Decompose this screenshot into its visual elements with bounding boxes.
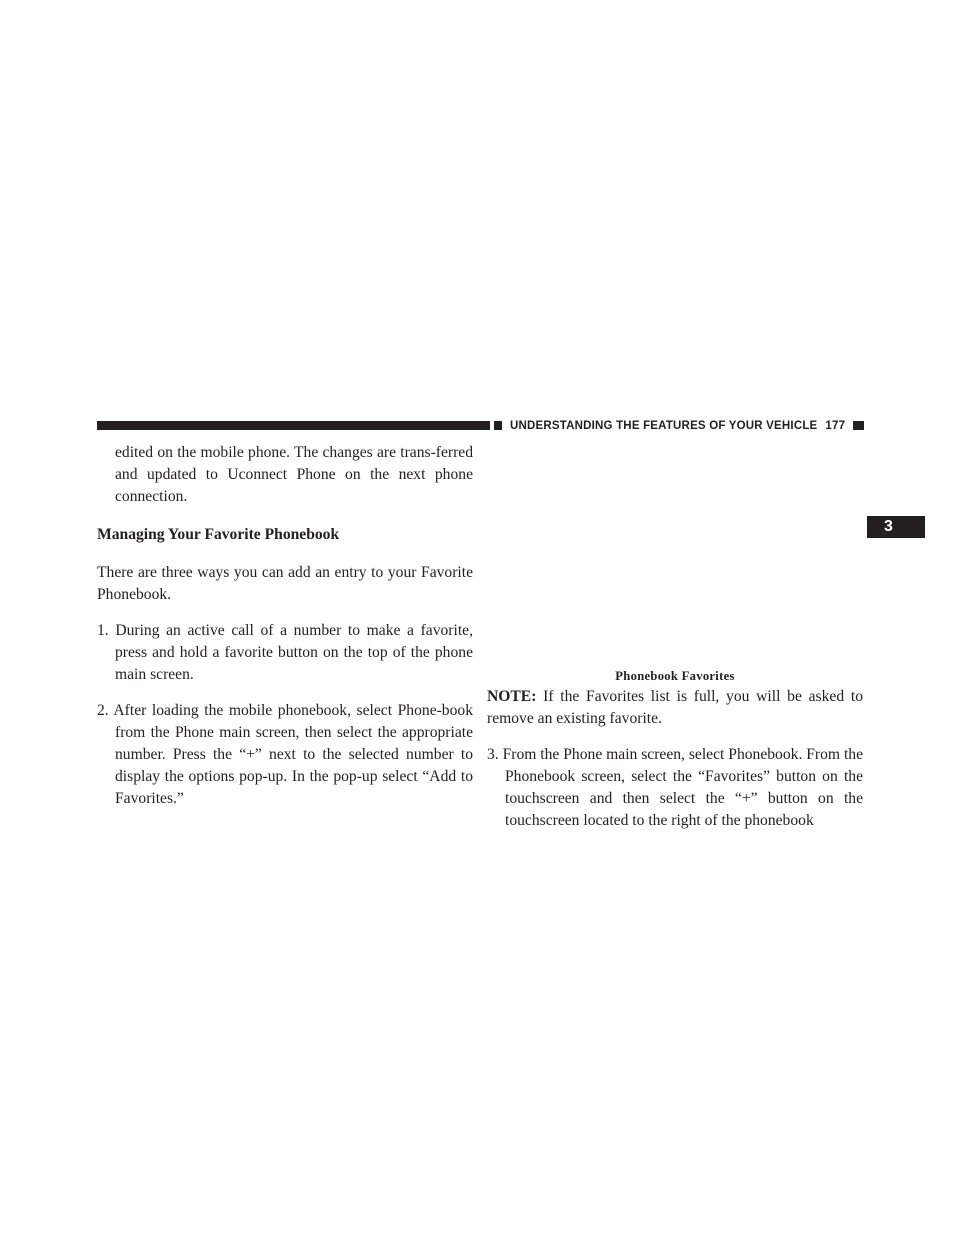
list-item-3: 3. From the Phone main screen, select Phonebook. From the Phonebook screen, select the “Favorites” button on the touchscreen and then select the “+” button on the touchscreen located to the right of the phonebook [487,746,863,829]
figure-caption: Phonebook Favorites [615,669,735,683]
section-title: UNDERSTANDING THE FEATURES OF YOUR VEHICLE [510,420,818,432]
note-label: NOTE: [487,688,537,705]
note-paragraph [487,686,863,730]
note-text: If the Favorites list is full, you will be asked to remove an existing favorite. [487,688,863,727]
header-rule-left [97,421,490,430]
right-column [487,686,863,832]
running-header [502,419,853,433]
chapter-tab: 3 [867,516,925,538]
list-item-1: 1. During an active call of a number to make a favorite, press and hold a favorite button on the top of the phone main screen. [97,622,473,683]
continued-paragraph: edited on the mobile phone. The changes are trans-ferred and updated to Uconnect Phone on the next phone connection. [115,444,473,505]
intro-paragraph: There are three ways you can add an entry to your Favorite Phonebook. [97,564,473,603]
left-column [97,442,473,810]
page-number: 177 [825,420,846,432]
section-heading: Managing Your Favorite Phonebook [97,526,340,543]
list-item-2: 2. After loading the mobile phonebook, select Phone-book from the Phone main screen, then select the appropriate number. Press the “+” next to the selected number to display the options pop-up. In the pop-up select “Add to Favorites.” [97,702,473,807]
